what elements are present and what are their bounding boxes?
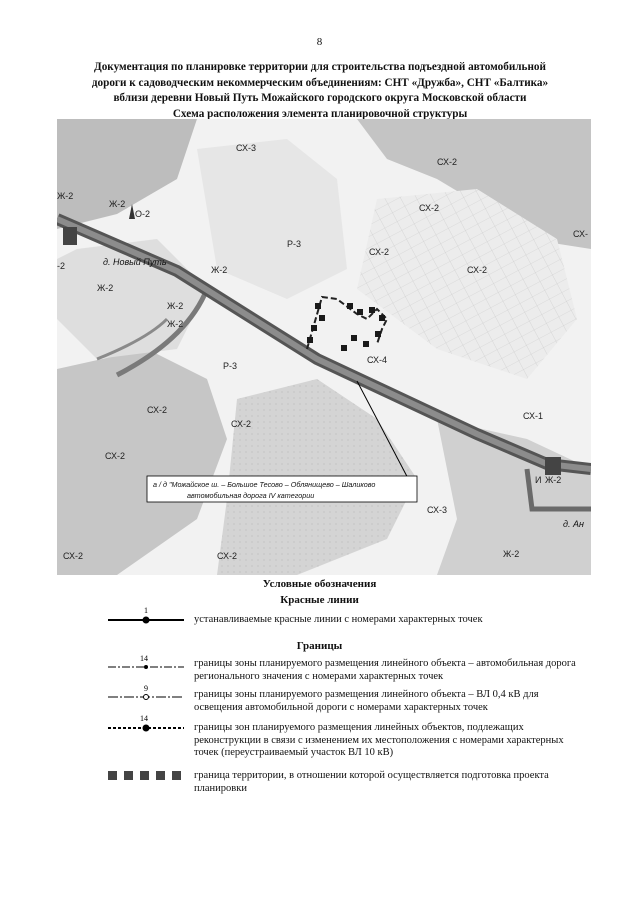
zone-label: Ж-2 [57, 191, 74, 201]
legend-text: границы зон планируемого размещения линейных объектов, подлежащих реконструкции в связи с изменением их местоположения с номерами характерных точек (переустраиваемый участок ВЛ 10 кВ) [194, 722, 564, 758]
vl10-reconstruction-symbol [108, 714, 188, 744]
zone-label: Ж-2 [167, 319, 184, 329]
zone-label: -2 [57, 261, 66, 271]
zone-label: Р-3 [287, 239, 302, 249]
legend-item-vl10-reconstruction [108, 714, 588, 758]
legend-borders-heading: Границы [296, 640, 343, 652]
road-label-line-2: автомобильная дорога IV категории [187, 491, 315, 500]
title-line-1: Документация по планировке территории для строительства подъездной автомобильной [94, 61, 546, 73]
planning-map [57, 119, 591, 575]
title-line-2: дороги к садоводческим некоммерческим объединениям: СНТ «Дружба», СНТ «Балтика» [91, 76, 549, 89]
zone-label: СХ-2 [437, 157, 457, 167]
legend-title: Условные обозначения [262, 578, 377, 590]
zone-label: И [535, 475, 542, 485]
legend-point-number: 14 [140, 654, 148, 663]
building-icon [545, 457, 561, 475]
building-icon [63, 227, 77, 245]
legend-item-planning-territory [108, 766, 588, 806]
zone-label: Ж-2 [97, 283, 114, 293]
road-zone-symbol [108, 654, 188, 684]
village-label-novy-put: д. Новый Путь [103, 257, 167, 267]
legend-point-number: 9 [144, 684, 148, 693]
zone-label: СХ- [573, 229, 588, 239]
zone-label: Ж-2 [545, 475, 562, 485]
page-number: 8 [316, 36, 323, 48]
legend-red-lines-heading: Красные линии [280, 594, 359, 606]
zone-label: СХ-2 [419, 203, 439, 213]
zone-label: Ж-2 [503, 549, 520, 559]
legend-text: граница территории, в отношении которой осуществляется подготовка проекта планировки [194, 770, 549, 794]
legend-text: границы зоны планируемого размещения линейного объекта – ВЛ 0,4 кВ для освещения автомобильной дороги с номерами характерных точек [194, 689, 539, 713]
legend-point-number: 14 [140, 714, 148, 723]
zone-label: Р-3 [223, 361, 238, 371]
zone-label: СХ-2 [147, 405, 167, 415]
title-line-3: вблизи деревни Новый Путь Можайского городского округа Московской области [113, 92, 527, 104]
legend-red-lines-text: устанавливаемые красные линии с номерами характерных точек [194, 614, 483, 625]
title-line-4: Схема расположения элемента планировочной структуры [172, 107, 468, 120]
zone-label: СХ-3 [427, 505, 447, 515]
zone-label: СХ-2 [217, 551, 237, 561]
zone-label: СХ-2 [63, 551, 83, 561]
zone-label: СХ-4 [367, 355, 387, 365]
zone-label: Ж-2 [109, 199, 126, 209]
zone-label: СХ-2 [231, 419, 251, 429]
map-canvas [57, 119, 591, 575]
zone-label: СХ-3 [236, 143, 256, 153]
zone-label: СХ-2 [467, 265, 487, 275]
zone-label: СХ-2 [369, 247, 389, 257]
zone-label: СХ-1 [523, 411, 543, 421]
red-line-symbol [108, 606, 188, 636]
planning-territory-symbol [108, 766, 188, 786]
zone-label: О-2 [135, 209, 151, 219]
road-label-line-1: а / д "Можайское ш. – Большое Тесово – Облянищево – Шаликово [153, 480, 376, 489]
document-title [40, 60, 600, 122]
legend-text: границы зоны планируемого размещения линейного объекта – автомобильная дорога регионального значения с номерами характерных точек [194, 658, 576, 682]
vl04-zone-symbol [108, 684, 188, 714]
zone-label: Ж-2 [167, 301, 184, 311]
zone-label: СХ-2 [105, 451, 125, 461]
village-label-an: д. Ан [563, 519, 584, 529]
legend-point-number: 1 [144, 606, 148, 615]
zone-label: Ж-2 [211, 265, 228, 275]
